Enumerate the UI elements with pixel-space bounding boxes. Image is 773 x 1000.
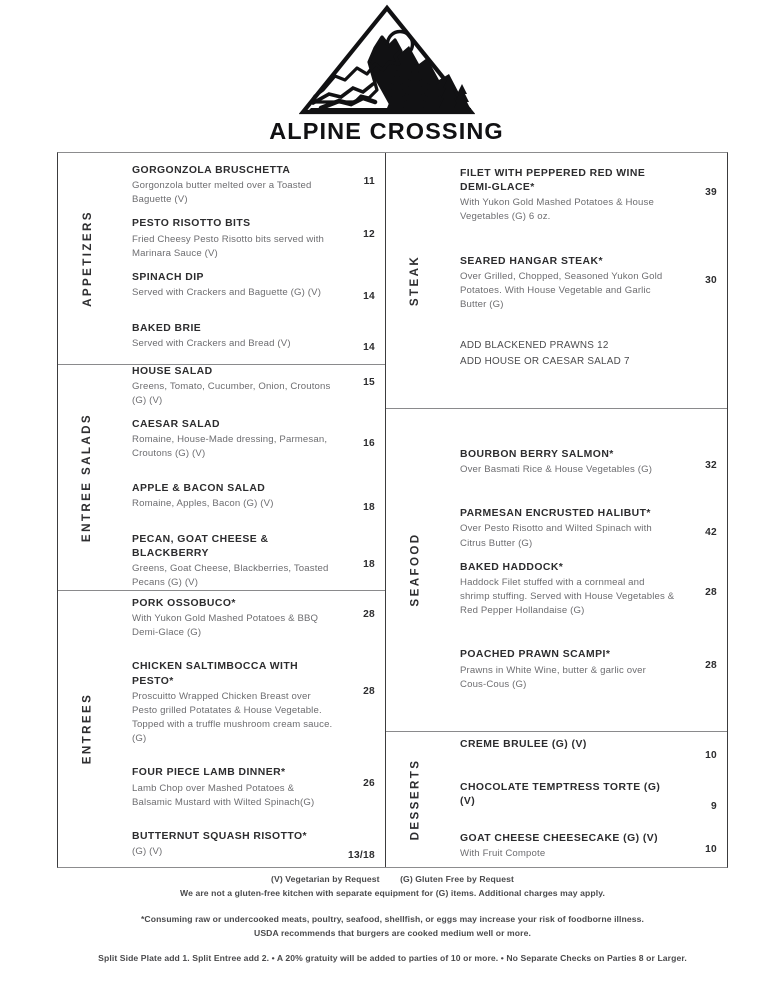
item-description: Greens, Goat Cheese, Blackberries, Toasted Pecans (G) (V) <box>132 562 329 589</box>
item-description: Prawns in White Wine, butter & garlic over Cous-Cous (G) <box>460 664 646 690</box>
item-description: Served with Crackers and Baguette (G) (V) <box>132 287 322 299</box>
item-price: 26 <box>363 778 375 790</box>
item-description: Greens, Tomato, Cucumber, Onion, Croutons (G) (V) <box>132 380 331 406</box>
item-description: With Yukon Gold Mashed Potatoes & House Vegetables (G) 6 oz. <box>460 197 654 223</box>
item-description: Served with Crackers and Bread (V) <box>132 338 291 350</box>
item-description: Over Pesto Risotto and Wilted Spinach with Citrus Butter (G) <box>460 523 652 549</box>
item-price: 9 <box>711 800 717 812</box>
section-appetizers <box>58 153 385 364</box>
item-name: PORK OSSOBUCO* <box>132 597 236 609</box>
footer-notes <box>57 872 728 965</box>
item-name: HOUSE SALAD <box>132 365 213 377</box>
item-list-seafood <box>444 409 727 731</box>
usda-note: USDA recommends that burgers are cooked medium well or more. <box>254 927 531 938</box>
category-label-appetizers: APPETIZERS <box>80 210 94 307</box>
split-gratuity-note: Split Side Plate add 1. Split Entree add 2. • A 20% gratuity will be added to parties of 10 or more. • No Separate Checks on Parties 8 or Larger. <box>98 953 687 964</box>
category-rail-steak <box>386 153 444 408</box>
item-price: 10 <box>705 749 717 761</box>
item-price: 30 <box>705 274 717 286</box>
item-name: CREME BRULEE (G) (V) <box>460 738 587 750</box>
item-name: POACHED PRAWN SCAMPI* <box>460 649 611 661</box>
menu-item[interactable] <box>132 766 375 810</box>
item-price: 28 <box>705 586 717 598</box>
menu-item[interactable] <box>460 255 717 313</box>
item-price: 16 <box>363 438 375 450</box>
item-description: Romaine, Apples, Bacon (G) (V) <box>132 497 274 509</box>
item-price: 15 <box>363 376 375 388</box>
item-name: CHOCOLATE TEMPTRESS TORTE (G) (V) <box>460 781 661 807</box>
item-price: 10 <box>705 843 717 855</box>
item-description: Haddock Filet stuffed with a cornmeal and shrimp stuffing. Served with House Vegetables & Red Pepper Hollandaise (G) <box>460 576 675 617</box>
menu-item[interactable] <box>132 533 375 591</box>
item-list-appetizers <box>116 153 385 364</box>
menu-item[interactable] <box>460 648 717 692</box>
category-rail-entrees <box>58 591 116 867</box>
item-description: Fried Cheesy Pesto Risotto bits served with Marinara Sauce (V) <box>132 233 325 259</box>
menu-item[interactable] <box>460 781 717 812</box>
item-name: APPLE & BACON SALAD <box>132 482 266 494</box>
addon-line: ADD BLACKENED PRAWNS 12 <box>460 340 609 352</box>
item-name: SPINACH DIP <box>132 271 204 283</box>
menu-frame <box>57 152 728 868</box>
item-price: 13/18 <box>348 850 375 861</box>
item-list-entree-salads <box>116 365 385 590</box>
addon-line: ADD HOUSE OR CAESAR SALAD 7 <box>460 356 630 368</box>
item-price: 28 <box>363 608 375 620</box>
item-price: 28 <box>363 686 375 698</box>
menu-item[interactable] <box>460 167 717 225</box>
item-name: PECAN, GOAT CHEESE & BLACKBERRY <box>132 533 269 559</box>
item-list-entrees <box>116 591 385 867</box>
brand-header <box>0 4 773 148</box>
item-price: 14 <box>363 290 375 302</box>
item-list-desserts <box>444 732 727 867</box>
item-description: Lamb Chop over Mashed Potatoes & Balsamic Mustard with Wilted Spinach(G) <box>132 782 315 808</box>
item-description: With Fruit Compote <box>460 847 546 859</box>
item-name: BOURBON BERRY SALMON* <box>460 448 614 460</box>
section-desserts <box>386 731 727 867</box>
brand-name: ALPINE CROSSING <box>269 118 504 144</box>
menu-item[interactable] <box>460 448 717 477</box>
item-list-steak <box>444 153 727 408</box>
menu-item[interactable] <box>132 597 375 641</box>
item-description: Over Grilled, Chopped, Seasoned Yukon Gold Potatoes. With House Vegetable and Garlic Butter (G) <box>460 270 663 311</box>
item-name: BAKED BRIE <box>132 322 202 334</box>
section-steak <box>386 153 727 408</box>
menu-item[interactable] <box>460 507 717 551</box>
menu-column-left <box>58 153 386 867</box>
item-name: PARMESAN ENCRUSTED HALIBUT* <box>460 508 651 520</box>
menu-item[interactable] <box>132 830 375 861</box>
menu-item[interactable] <box>132 365 375 409</box>
item-name: CHICKEN SALTIMBOCCA WITH PESTO* <box>132 661 299 687</box>
menu-item[interactable] <box>460 738 717 761</box>
item-description: Over Basmati Rice & House Vegetables (G) <box>460 463 653 475</box>
category-label-seafood: SEAFOOD <box>408 532 422 607</box>
item-price: 18 <box>363 558 375 570</box>
menu-item[interactable] <box>132 164 375 208</box>
dietary-legend <box>57 872 728 886</box>
category-label-desserts: DESSERTS <box>408 758 422 841</box>
menu-item[interactable] <box>132 271 375 302</box>
item-name: BUTTERNUT SQUASH RISOTTO* <box>132 831 308 842</box>
item-price: 14 <box>363 341 375 353</box>
item-description: Romaine, House-Made dressing, Parmesan, Croutons (G) (V) <box>132 434 328 460</box>
item-price: 12 <box>363 229 375 241</box>
category-rail-entree-salads <box>58 365 116 590</box>
item-price: 28 <box>705 660 717 672</box>
item-description: (G) (V) <box>132 846 163 858</box>
category-rail-appetizers <box>58 153 116 364</box>
item-name: PESTO RISOTTO BITS <box>132 218 251 230</box>
menu-item[interactable] <box>132 217 375 261</box>
item-name: FOUR PIECE LAMB DINNER* <box>132 767 286 779</box>
gluten-disclaimer: We are not a gluten-free kitchen with separate equipment for (G) items. Additional charges may apply. <box>180 888 605 899</box>
item-name: SEARED HANGAR STEAK* <box>460 255 603 267</box>
category-rail-desserts <box>386 732 444 867</box>
steak-addons <box>460 338 717 370</box>
category-rail-seafood <box>386 409 444 731</box>
category-label-entrees: ENTREES <box>80 693 94 765</box>
raw-food-disclaimer: *Consuming raw or undercooked meats, poultry, seafood, shellfish, or eggs may increase your risk of foodborne illness. <box>140 913 645 924</box>
section-entree-salads <box>58 364 385 590</box>
item-description: Gorgonzola butter melted over a Toasted Baguette (V) <box>132 180 312 206</box>
item-price: 32 <box>705 459 717 471</box>
item-name: GOAT CHEESE CHEESECAKE (G) (V) <box>460 832 659 844</box>
menu-item[interactable] <box>132 482 375 513</box>
legend-vegetarian: (V) Vegetarian by Request <box>271 874 380 884</box>
item-price: 42 <box>705 527 717 539</box>
menu-column-right <box>386 153 727 867</box>
menu-item[interactable] <box>132 418 375 462</box>
item-price: 11 <box>363 175 375 187</box>
item-price: 39 <box>705 187 717 198</box>
item-description: With Yukon Gold Mashed Potatoes & BBQ Demi-Glace (G) <box>132 613 319 639</box>
category-label-entree-salads: ENTREE SALADS <box>80 412 94 542</box>
menu-item[interactable] <box>460 561 717 619</box>
item-name: CAESAR SALAD <box>132 419 220 431</box>
section-entrees <box>58 590 385 867</box>
category-label-steak: STEAK <box>408 254 422 307</box>
legend-gluten-free: (G) Gluten Free by Request <box>400 874 514 884</box>
item-name: GORGONZOLA BRUSCHETTA <box>132 164 291 176</box>
item-name: BAKED HADDOCK* <box>460 561 564 573</box>
item-description: Proscuitto Wrapped Chicken Breast over Pesto grilled Potatates & House Vegetable. Topped with a truffle mushroom cream sauce.(G) <box>132 690 333 745</box>
menu-item[interactable] <box>132 660 375 746</box>
section-seafood <box>386 408 727 731</box>
item-price: 18 <box>363 501 375 513</box>
menu-item[interactable] <box>132 322 375 353</box>
mountain-triangle-logo <box>299 4 475 116</box>
menu-item[interactable] <box>460 832 717 861</box>
item-name: FILET WITH PEPPERED RED WINE DEMI-GLACE* <box>460 168 646 194</box>
